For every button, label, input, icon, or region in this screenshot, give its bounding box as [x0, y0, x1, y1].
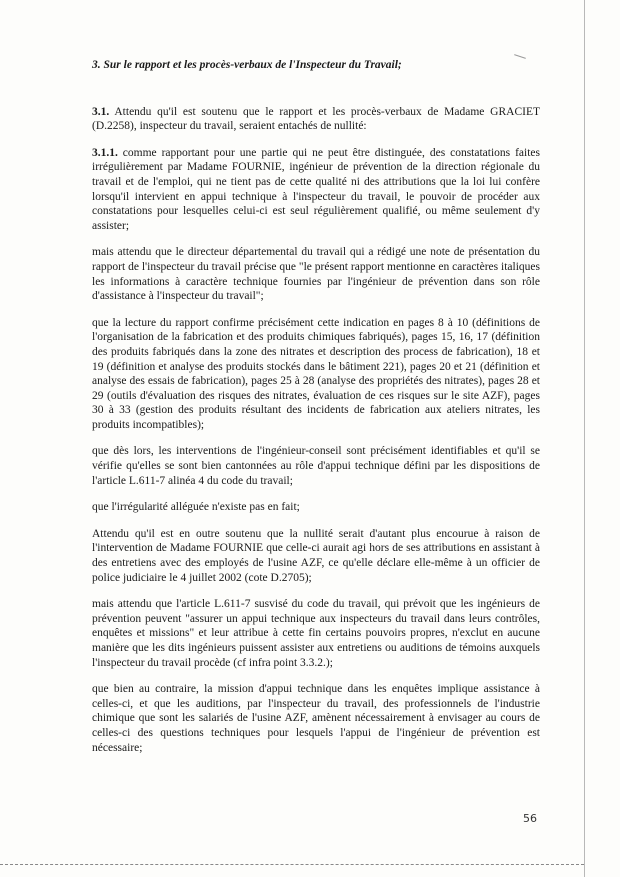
paragraph-3-1: 3.1. Attendu qu'il est soutenu que le rapport et les procès-verbaux de Madame GRACIET (D.2258), inspecteur du travail, seraient entachés de nullité:: [92, 105, 540, 133]
paragraph: que l'irrégularité alléguée n'existe pas en fait;: [92, 501, 300, 514]
paragraph-number: 3.1.1.: [92, 146, 118, 159]
paragraph-number: 3.1.: [92, 105, 110, 118]
paragraph: mais attendu que l'article L.611-7 susvisé du code du travail, qui prévoit que les ingénieurs de prévention peuvent "assurer un appui technique aux inspecteurs du travail dans leurs contrôles, enquêtes et missions" et leur attribue à cette fin certains pouvoirs propres, n'exclut en aucune manière que les dits ingénieurs puissent assister aux entretiens ou auditions de témoins auxquels l'inspecteur du travail procède (cf infra point 3.3.2.);: [92, 598, 540, 669]
paragraph: Attendu qu'il est en outre soutenu que la nullité serait d'autant plus encourue à raison de l'intervention de Madame FOURNIE que celle-ci aurait agi hors de ses attributions en assistant à des entretiens avec des employés de l'usine AZF, ce qu'elle déclare elle-même à un officier de police judiciaire le 4 juillet 2002 (cote D.2705);: [92, 527, 540, 584]
paragraph: que la lecture du rapport confirme précisément cette indication en pages 8 à 10 (définitions de l'organisation de la fabrication et des produits chimiques fabriqués), pages 15, 16, 17 (définition des produits fabriqués dans la zone des nitrates et description des process de fabrication), 18 et 19 (définition et analyse des produits stockés dans le bâtiment 221), pages 20 et 21 (définition et analyse des essais de fabrication), pages 25 à 28 (analyse des propriétés des nitrates), pages 28 et 29 (outils d'évaluation des risques des nitrates, évaluation de ces risques sur le site AZF), pages 30 à 33 (gestion des produits résultant des incidents de fabrication aux ateliers nitrates, les produits incompatibles);: [92, 316, 540, 431]
paragraph: que bien au contraire, la mission d'appui technique dans les enquêtes implique assistance à celles-ci, et que les auditions, par l'inspecteur du travail, des professionnels de l'industrie chimique que sont les salariés de l'usine AZF, amènent nécessairement à envisager au cours de celles-ci des questions techniques pour lesquels l'appui de l'ingénieur de prévention est nécessaire;: [92, 683, 540, 754]
section-heading: 3. Sur le rapport et les procès-verbaux de l'Inspecteur du Travail;: [92, 59, 402, 71]
page-number: 56: [523, 812, 537, 825]
bottom-scan-line: [0, 864, 584, 865]
scan-edge-line: [584, 0, 585, 877]
paragraph: mais attendu que le directeur départemental du travail qui a rédigé une note de présentation du rapport de l'inspecteur du travail précise que "le présent rapport mentionne en caractères italiques les informations à caractère technique fournies par l'ingénieur de prévention dans son rôle d'assistance à l'inspecteur du travail";: [92, 246, 540, 303]
paragraph-3-1-1: 3.1.1. comme rapportant pour une partie qui ne peut être distinguée, des constatations faites irrégulièrement par Madame FOURNIE, ingénieur de prévention de la direction régionale du travail et de l'emploi, qui ne tient pas de cette qualité ni des attributions que la loi lui confère lorsqu'il intervient en appui technique à l'inspecteur du travail, le pouvoir de procéder aux constatations pour lesquelles celui-ci est seul régulièrement qualifié, ou même seulement d'y assister;: [92, 146, 540, 232]
paragraph: que dès lors, les interventions de l'ingénieur-conseil sont précisément identifiables et qu'il se vérifie qu'elles se sont bien cantonnées au rôle d'appui technique défini par les dispositions de l'article L.611-7 alinéa 4 du code du travail;: [92, 445, 540, 487]
document-body: [92, 58, 540, 767]
